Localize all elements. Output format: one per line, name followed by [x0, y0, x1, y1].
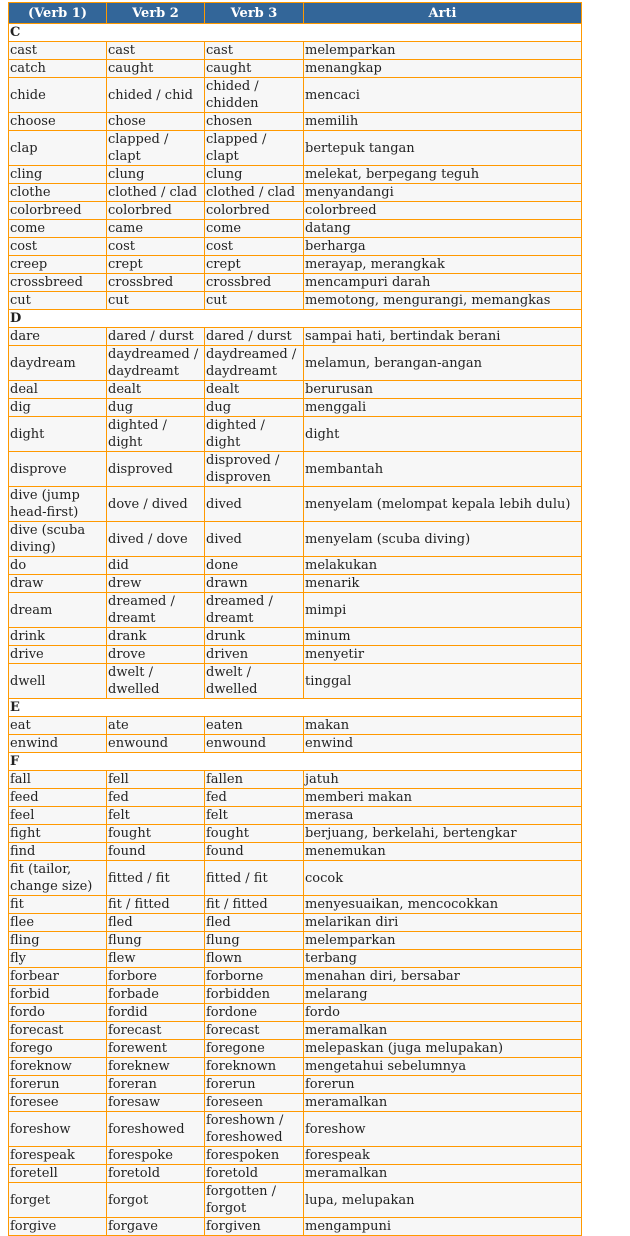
table-row [9, 42, 582, 60]
verb3-cell: fed [205, 789, 304, 807]
table-row [9, 950, 582, 968]
verb3-cell: fought [205, 825, 304, 843]
verb2-cell: dared / durst [107, 328, 205, 346]
arti-cell: berurusan [304, 381, 582, 399]
verb2-cell: chose [107, 113, 205, 131]
verb2-cell: dighted / dight [107, 417, 205, 452]
letter-section-row [9, 310, 582, 328]
table-row [9, 1112, 582, 1147]
verb2-cell: forespoke [107, 1147, 205, 1165]
verb1-cell: fight [9, 825, 107, 843]
table-row [9, 843, 582, 861]
arti-cell: mimpi [304, 593, 582, 628]
table-row [9, 346, 582, 381]
verb3-cell: disproved / disproven [205, 452, 304, 487]
verb1-cell: flee [9, 914, 107, 932]
verb1-cell: eat [9, 717, 107, 735]
table-body [9, 24, 582, 1236]
arti-cell: merasa [304, 807, 582, 825]
table-row [9, 735, 582, 753]
table-row [9, 861, 582, 896]
verb2-cell: fed [107, 789, 205, 807]
verb2-cell: caught [107, 60, 205, 78]
verb1-cell: fly [9, 950, 107, 968]
arti-cell: menyelam (scuba diving) [304, 522, 582, 557]
verb1-cell: foreknow [9, 1058, 107, 1076]
verb2-cell: cast [107, 42, 205, 60]
header-verb1: (Verb 1) [9, 3, 107, 24]
arti-cell: menyetir [304, 646, 582, 664]
verb2-cell: came [107, 220, 205, 238]
verb1-cell: crossbreed [9, 274, 107, 292]
arti-cell: meramalkan [304, 1022, 582, 1040]
verb3-cell: flung [205, 932, 304, 950]
verb2-cell: dwelt / dwelled [107, 664, 205, 699]
verb3-cell: cast [205, 42, 304, 60]
verb2-cell: found [107, 843, 205, 861]
table-row [9, 896, 582, 914]
verb3-cell: dug [205, 399, 304, 417]
table-row [9, 60, 582, 78]
section-letter: C [9, 24, 582, 42]
table-row [9, 557, 582, 575]
verb3-cell: colorbred [205, 202, 304, 220]
table-row [9, 238, 582, 256]
arti-cell: melemparkan [304, 932, 582, 950]
verb3-cell: clothed / clad [205, 184, 304, 202]
table-row [9, 381, 582, 399]
verb1-cell: chide [9, 78, 107, 113]
table-row [9, 646, 582, 664]
verb1-cell: forecast [9, 1022, 107, 1040]
table-row [9, 1004, 582, 1022]
verb3-cell: dealt [205, 381, 304, 399]
table-row [9, 1058, 582, 1076]
verb2-cell: forgot [107, 1183, 205, 1218]
verb2-cell: clapped / clapt [107, 131, 205, 166]
arti-cell: membantah [304, 452, 582, 487]
verb1-cell: colorbreed [9, 202, 107, 220]
arti-cell: lupa, melupakan [304, 1183, 582, 1218]
verb1-cell: dight [9, 417, 107, 452]
verb3-cell: fordone [205, 1004, 304, 1022]
verb3-cell: dived [205, 487, 304, 522]
table-row [9, 202, 582, 220]
verb1-cell: cost [9, 238, 107, 256]
verb2-cell: fled [107, 914, 205, 932]
verb2-cell: colorbred [107, 202, 205, 220]
arti-cell: sampai hati, bertindak berani [304, 328, 582, 346]
arti-cell: berharga [304, 238, 582, 256]
verb2-cell: dove / dived [107, 487, 205, 522]
table-row [9, 292, 582, 310]
verb1-cell: fall [9, 771, 107, 789]
verb1-cell: fit (tailor, change size) [9, 861, 107, 896]
verb2-cell: fought [107, 825, 205, 843]
verb2-cell: ate [107, 717, 205, 735]
verb1-cell: fling [9, 932, 107, 950]
verb1-cell: clothe [9, 184, 107, 202]
verb2-cell: dug [107, 399, 205, 417]
verb1-cell: catch [9, 60, 107, 78]
verb1-cell: deal [9, 381, 107, 399]
verb3-cell: foreknown [205, 1058, 304, 1076]
header-arti: Arti [304, 3, 582, 24]
table-header [9, 3, 582, 24]
verb3-cell: foreseen [205, 1094, 304, 1112]
arti-cell: datang [304, 220, 582, 238]
verb3-cell: dighted / dight [205, 417, 304, 452]
arti-cell: enwind [304, 735, 582, 753]
arti-cell: foreshow [304, 1112, 582, 1147]
verb2-cell: fit / fitted [107, 896, 205, 914]
arti-cell: melemparkan [304, 42, 582, 60]
verb1-cell: foreshow [9, 1112, 107, 1147]
verb2-cell: forecast [107, 1022, 205, 1040]
verb3-cell: drunk [205, 628, 304, 646]
header-verb3: Verb 3 [205, 3, 304, 24]
arti-cell: mengampuni [304, 1218, 582, 1236]
arti-cell: menggali [304, 399, 582, 417]
arti-cell: merayap, merangkak [304, 256, 582, 274]
verb1-cell: forgive [9, 1218, 107, 1236]
verb1-cell: choose [9, 113, 107, 131]
table-row [9, 575, 582, 593]
verb2-cell: cut [107, 292, 205, 310]
verb2-cell: drank [107, 628, 205, 646]
verb1-cell: drive [9, 646, 107, 664]
table-row [9, 914, 582, 932]
verb1-cell: drink [9, 628, 107, 646]
verb1-cell: clap [9, 131, 107, 166]
verb1-cell: dare [9, 328, 107, 346]
verb2-cell: drove [107, 646, 205, 664]
verb2-cell: forgave [107, 1218, 205, 1236]
verb3-cell: crept [205, 256, 304, 274]
table-row [9, 789, 582, 807]
verb1-cell: dig [9, 399, 107, 417]
table-row [9, 1183, 582, 1218]
arti-cell: tinggal [304, 664, 582, 699]
arti-cell: memotong, mengurangi, memangkas [304, 292, 582, 310]
verb1-cell: cut [9, 292, 107, 310]
arti-cell: fordo [304, 1004, 582, 1022]
verb1-cell: forespeak [9, 1147, 107, 1165]
verb3-cell: flown [205, 950, 304, 968]
verb2-cell: dreamed / dreamt [107, 593, 205, 628]
arti-cell: mencampuri darah [304, 274, 582, 292]
table-row [9, 487, 582, 522]
verb3-cell: forerun [205, 1076, 304, 1094]
verb3-cell: enwound [205, 735, 304, 753]
verb2-cell: fell [107, 771, 205, 789]
verb2-cell: clothed / clad [107, 184, 205, 202]
verb1-cell: do [9, 557, 107, 575]
verb2-cell: disproved [107, 452, 205, 487]
verb3-cell: dived [205, 522, 304, 557]
verb2-cell: foreknew [107, 1058, 205, 1076]
verb1-cell: foresee [9, 1094, 107, 1112]
table-row [9, 1022, 582, 1040]
table-row [9, 771, 582, 789]
verb1-cell: forbear [9, 968, 107, 986]
arti-cell: minum [304, 628, 582, 646]
verb2-cell: flung [107, 932, 205, 950]
verb2-cell: forbore [107, 968, 205, 986]
table-row [9, 166, 582, 184]
table-row [9, 417, 582, 452]
arti-cell: terbang [304, 950, 582, 968]
verb2-cell: felt [107, 807, 205, 825]
arti-cell: memberi makan [304, 789, 582, 807]
verb1-cell: fit [9, 896, 107, 914]
arti-cell: meramalkan [304, 1094, 582, 1112]
verb3-cell: chosen [205, 113, 304, 131]
verb1-cell: dive (jump head-first) [9, 487, 107, 522]
verb3-cell: foreshown / foreshowed [205, 1112, 304, 1147]
verb2-cell: forewent [107, 1040, 205, 1058]
table-row [9, 274, 582, 292]
verb2-cell: dealt [107, 381, 205, 399]
verb1-cell: dream [9, 593, 107, 628]
verb2-cell: foretold [107, 1165, 205, 1183]
arti-cell: melarikan diri [304, 914, 582, 932]
verb3-cell: felt [205, 807, 304, 825]
table-row [9, 717, 582, 735]
table-row [9, 986, 582, 1004]
verb3-cell: dreamed / dreamt [205, 593, 304, 628]
table-row [9, 1147, 582, 1165]
table-row [9, 628, 582, 646]
arti-cell: colorbreed [304, 202, 582, 220]
verb1-cell: come [9, 220, 107, 238]
verb3-cell: forecast [205, 1022, 304, 1040]
table-row [9, 1076, 582, 1094]
arti-cell: menyesuaikan, mencocokkan [304, 896, 582, 914]
header-row [9, 3, 582, 24]
verb3-cell: forgotten / forgot [205, 1183, 304, 1218]
verb1-cell: forget [9, 1183, 107, 1218]
table-row [9, 131, 582, 166]
arti-cell: mengetahui sebelumnya [304, 1058, 582, 1076]
verb1-cell: enwind [9, 735, 107, 753]
verb3-cell: drawn [205, 575, 304, 593]
table-row [9, 807, 582, 825]
verb1-cell: creep [9, 256, 107, 274]
verb3-cell: crossbred [205, 274, 304, 292]
arti-cell: melakukan [304, 557, 582, 575]
verb3-cell: fled [205, 914, 304, 932]
verb2-cell: crossbred [107, 274, 205, 292]
verb3-cell: fit / fitted [205, 896, 304, 914]
table-row [9, 328, 582, 346]
table-row [9, 113, 582, 131]
header-verb2: Verb 2 [107, 3, 205, 24]
verb2-cell: forbade [107, 986, 205, 1004]
table-row [9, 825, 582, 843]
table-row [9, 220, 582, 238]
verb1-cell: disprove [9, 452, 107, 487]
table-row [9, 256, 582, 274]
verb3-cell: foregone [205, 1040, 304, 1058]
verb3-cell: dwelt / dwelled [205, 664, 304, 699]
table-row [9, 932, 582, 950]
table-row [9, 1218, 582, 1236]
verb3-cell: fallen [205, 771, 304, 789]
verb3-cell: clapped / clapt [205, 131, 304, 166]
verb1-cell: forbid [9, 986, 107, 1004]
table-row [9, 1094, 582, 1112]
arti-cell: menarik [304, 575, 582, 593]
verb3-cell: forgiven [205, 1218, 304, 1236]
table-row [9, 664, 582, 699]
verb1-cell: draw [9, 575, 107, 593]
verb3-cell: forespoken [205, 1147, 304, 1165]
letter-section-row [9, 24, 582, 42]
verb3-cell: eaten [205, 717, 304, 735]
arti-cell: menemukan [304, 843, 582, 861]
arti-cell: forespeak [304, 1147, 582, 1165]
verb1-cell: dwell [9, 664, 107, 699]
arti-cell: memilih [304, 113, 582, 131]
letter-section-row [9, 699, 582, 717]
verb2-cell: dived / dove [107, 522, 205, 557]
irregular-verbs-table [8, 2, 582, 1236]
verb3-cell: cut [205, 292, 304, 310]
verb2-cell: daydreamed / daydreamt [107, 346, 205, 381]
table-row [9, 593, 582, 628]
verb3-cell: forbidden [205, 986, 304, 1004]
table-row [9, 78, 582, 113]
table-row [9, 522, 582, 557]
verb3-cell: forborne [205, 968, 304, 986]
arti-cell: menyandangi [304, 184, 582, 202]
table-row [9, 1165, 582, 1183]
verb3-cell: caught [205, 60, 304, 78]
verb3-cell: come [205, 220, 304, 238]
verb1-cell: cling [9, 166, 107, 184]
verb2-cell: chided / chid [107, 78, 205, 113]
arti-cell: bertepuk tangan [304, 131, 582, 166]
verb1-cell: feel [9, 807, 107, 825]
verb1-cell: dive (scuba diving) [9, 522, 107, 557]
arti-cell: mencaci [304, 78, 582, 113]
arti-cell: melarang [304, 986, 582, 1004]
verb1-cell: feed [9, 789, 107, 807]
verb2-cell: cost [107, 238, 205, 256]
verb2-cell: fordid [107, 1004, 205, 1022]
verb3-cell: driven [205, 646, 304, 664]
verb2-cell: did [107, 557, 205, 575]
verb1-cell: fordo [9, 1004, 107, 1022]
table-row [9, 1040, 582, 1058]
arti-cell: forerun [304, 1076, 582, 1094]
verb2-cell: enwound [107, 735, 205, 753]
verb1-cell: daydream [9, 346, 107, 381]
arti-cell: menangkap [304, 60, 582, 78]
arti-cell: melepaskan (juga melupakan) [304, 1040, 582, 1058]
arti-cell: jatuh [304, 771, 582, 789]
table-row [9, 184, 582, 202]
arti-cell: berjuang, berkelahi, bertengkar [304, 825, 582, 843]
arti-cell: meramalkan [304, 1165, 582, 1183]
verb3-cell: dared / durst [205, 328, 304, 346]
arti-cell: menahan diri, bersabar [304, 968, 582, 986]
arti-cell: melamun, berangan-angan [304, 346, 582, 381]
arti-cell: melekat, berpegang teguh [304, 166, 582, 184]
verb3-cell: clung [205, 166, 304, 184]
verb2-cell: foreran [107, 1076, 205, 1094]
verb1-cell: foretell [9, 1165, 107, 1183]
table-row [9, 452, 582, 487]
verb3-cell: chided / chidden [205, 78, 304, 113]
verb2-cell: crept [107, 256, 205, 274]
verb1-cell: find [9, 843, 107, 861]
verb1-cell: forego [9, 1040, 107, 1058]
arti-cell: cocok [304, 861, 582, 896]
table-row [9, 399, 582, 417]
section-letter: E [9, 699, 582, 717]
verb3-cell: fitted / fit [205, 861, 304, 896]
verb3-cell: done [205, 557, 304, 575]
verb3-cell: found [205, 843, 304, 861]
table-row [9, 968, 582, 986]
verb1-cell: forerun [9, 1076, 107, 1094]
arti-cell: dight [304, 417, 582, 452]
verb2-cell: foresaw [107, 1094, 205, 1112]
arti-cell: makan [304, 717, 582, 735]
verb1-cell: cast [9, 42, 107, 60]
verb2-cell: drew [107, 575, 205, 593]
section-letter: F [9, 753, 582, 771]
verb3-cell: cost [205, 238, 304, 256]
section-letter: D [9, 310, 582, 328]
verb2-cell: foreshowed [107, 1112, 205, 1147]
verb3-cell: foretold [205, 1165, 304, 1183]
arti-cell: menyelam (melompat kepala lebih dulu) [304, 487, 582, 522]
letter-section-row [9, 753, 582, 771]
verb2-cell: flew [107, 950, 205, 968]
verb2-cell: fitted / fit [107, 861, 205, 896]
verb2-cell: clung [107, 166, 205, 184]
verb3-cell: daydreamed / daydreamt [205, 346, 304, 381]
